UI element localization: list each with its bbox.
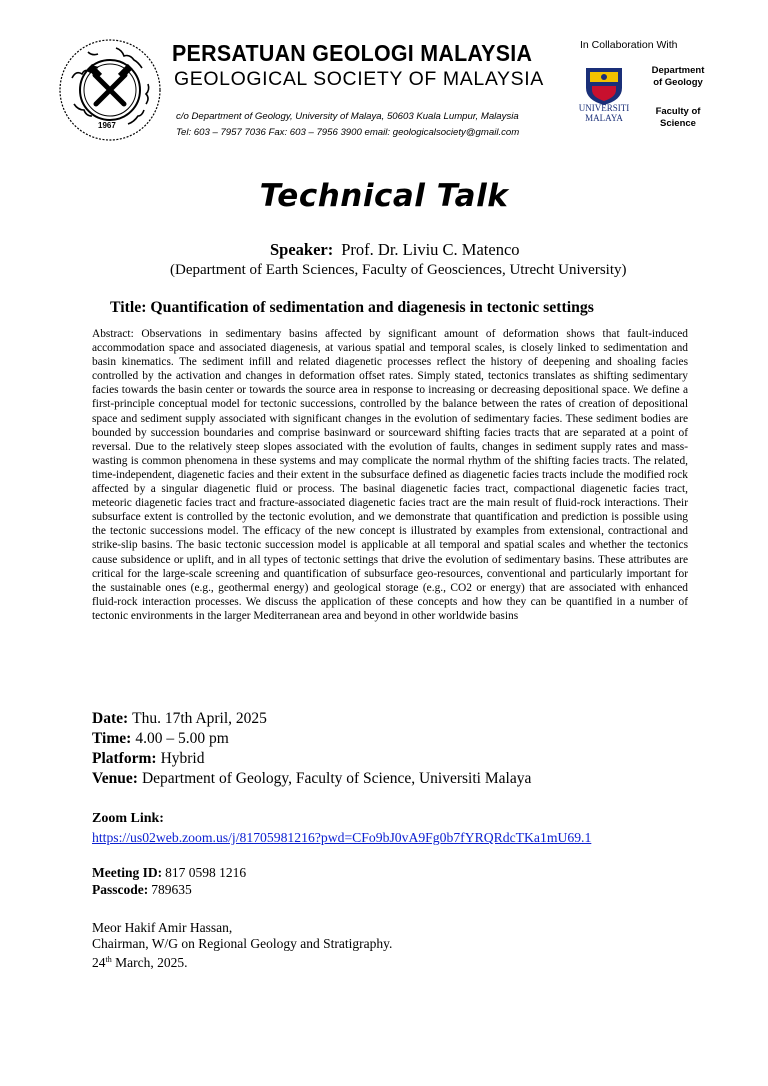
venue-line [92,769,712,789]
org-name-english: GEOLOGICAL SOCIETY OF MALAYSIA [174,68,544,90]
time-line [92,729,712,749]
meeting-info [92,865,246,898]
platform-value: Hybrid [160,750,205,767]
university-malaya-logo [580,66,628,106]
time-label: Time: [92,730,132,747]
venue-label: Venue: [92,770,138,787]
time-value: 4.00 – 5.00 pm [135,730,229,747]
passcode-label: Passcode: [92,881,149,897]
abstract-text: Abstract: Observations in sedimentary basins affected by significant amount of deformation shows that fault-induced accommodation space and associated diagenesis, at various spatial and temporal scales, is closely linked to sedimentation and basin kinematics. The sediment infill and related diagenetic processes reflect the history of deepening and shoaling facies controlled by the activation and changes in deformation offset rates. Simply stated, tectonics translates as shifting sedimentary facies towards the basin center or towards the source area in response to increasing or decreasing depositional space. We define a first-principle conceptual model for tectonic successions, controlled by the balance between the rates of creation of depositional space and sediment supply associated with significant changes in the evolution of sedimentary facies. These sediment bodies are bounded by succession boundaries and comprise basinward or sourceward shifting facies tracts that are separated at a point of reversal. Due to the relatively steep slopes associated with the evolution of faults, changes in sediment supply rates and mass-wasting is common phenomena in these systems and may complicate the normal rhythm of the shifting facies tracts. The related, time-independent, diagenetic facies and their extent in the subsurface defined as diagenetic facies tracts include the modified rock affected by a singular diagenetic fluid or process. The basinal diagenetic facies tract, compactional diagenetic facies tract, meteoric diagenetic facies tract and fracture-associated diagenetic facies tract are the main result of fluid-rock interactions. Their subsurface extent is controlled by the tectonic evolution, and we demonstrate that quantification and prediction is possible using the tectonic successions model. The efficacy of the new concept is illustrated by examples from extensional, contractional and strike-slip basins. The basic tectonic succession model is applicable at all temporal and spatial scales and whether the tectonics cause subsidence or uplift, and in all types of tectonic settings that drive the evolution of sedimentary basins. These attributes are critical for the large-scale screening and quantification of subsurface geo-resources, conventional and particularly important for the sustainable ones (e.g., geothermal energy) and geological storage (e.g., CO2 or energy) that are associated with enhanced fluid-rock interaction processes. We discuss the application of these concepts and how they can be quantified in a number of tectonic environments in the larger Mediterranean area and beyond in other worldwide basins [92,328,688,622]
department-label: Department of Geology [651,65,705,88]
date-label: Date: [92,710,129,727]
date-line [92,709,712,729]
meeting-id-label: Meeting ID: [92,865,163,880]
platform-label: Platform: [92,750,157,767]
date-value: Thu. 17th April, 2025 [132,710,267,727]
speaker-name: Prof. Dr. Liviu C. Matenco [341,240,520,259]
faculty-label: Faculty of Science [655,106,701,129]
zoom-link-label: Zoom Link: [92,811,164,826]
signature-date: 24th March, 2025. [92,955,188,970]
seal-year: 1967 [98,121,116,130]
org-contact: Tel: 603 – 7957 7036 Fax: 603 – 7956 3900 email: geologicalsociety@gmail.com [176,127,520,138]
venue-value: Department of Geology, Faculty of Science, Universiti Malaya [141,770,532,787]
platform-line [92,749,712,769]
page-title: Technical Talk [259,178,509,214]
event-details [92,709,712,789]
collaboration-label: In Collaboration With [580,39,678,51]
org-name-malay: PERSATUAN GEOLOGI MALAYSIA [172,40,533,66]
zoom-link[interactable]: https://us02web.zoom.us/j/81705981216?pwd=CFo9bJ0vA9Fg0b7fYRQRdcTKa1mU69.1 [92,830,592,845]
signature-block [92,920,392,971]
speaker-affiliation: (Department of Earth Sciences, Faculty of Geosciences, Utrecht University) [170,262,627,278]
meeting-id-line [92,865,246,882]
passcode-line [92,882,246,899]
talk-title: Title: Quantification of sedimentation and diagenesis in tectonic settings [110,299,594,316]
org-address: c/o Department of Geology, University of Malaya, 50603 Kuala Lumpur, Malaysia [176,111,519,122]
university-name: UNIVERSITI MALAYA [578,103,630,123]
meeting-id-value: 817 0598 1216 [165,865,247,880]
signatory-position: Chairman, W/G on Regional Geology and Stratigraphy. [92,936,393,951]
speaker-label: Speaker: [270,240,334,259]
passcode-value: 789635 [151,881,192,897]
geological-society-seal-logo [58,38,162,142]
signatory-name: Meor Hakif Amir Hassan, [92,920,233,935]
speaker-line [270,240,520,260]
